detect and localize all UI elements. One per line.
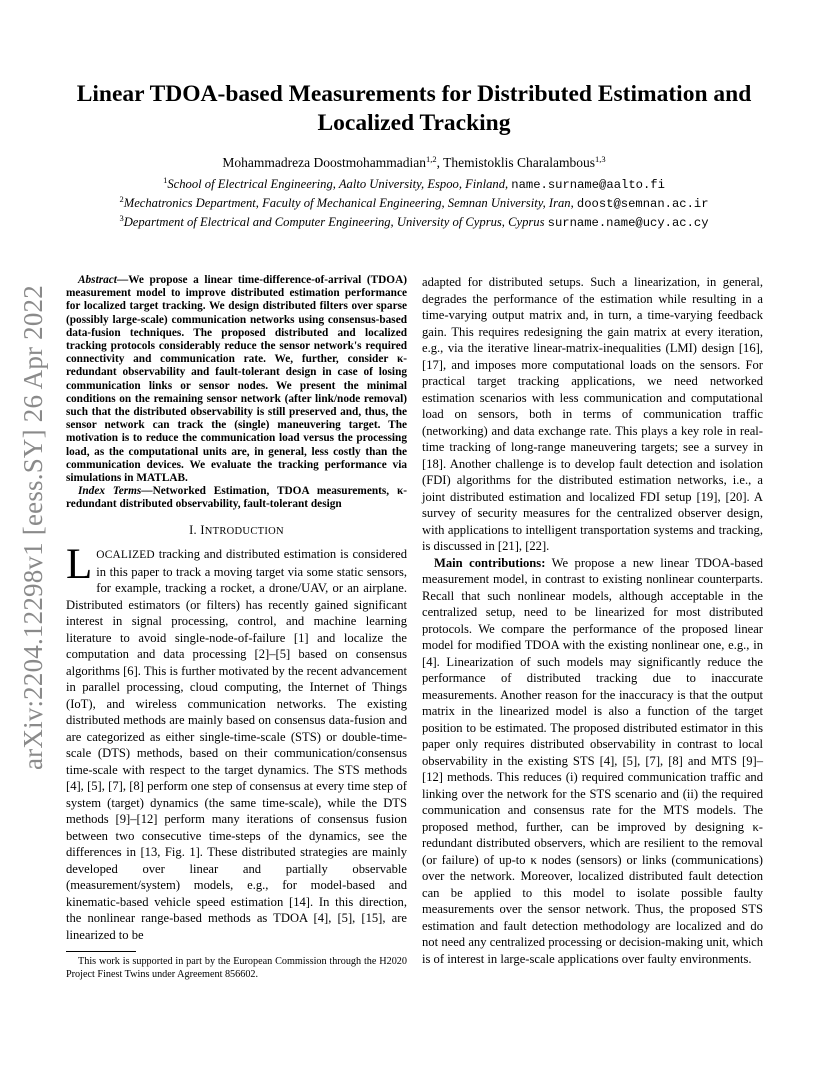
abstract-label: Abstract	[78, 274, 117, 286]
right-paragraph-1: adapted for distributed setups. Such a linearization, in general, degrades the performance of the estimation while resulting in a time-varying output matrix and, in turn, a time-varying feedback gain. This requires redesigning the gain matrix at every iteration, e.g., via the iterative linear-matrix-inequalities (LMI) design [16], [17], and imposes more computational loads on the sensors. For practical target tracking applications, we need networked estimation scenarios with less communication and computational load on sensors, both in terms of communication traffic (networking) and data exchange rate. This plays a key role in real-time tracking of long-range maneuvering targets; see a survey in [18]. Another challenge is to develop fault detection and isolation (FDI) algorithms for the distributed estimation networks, i.e., a joint distributed estimation and localized FDI setup [19], [20]. A survey of security measures for the centralized observer design, with applications to intelligent transportation systems and tracking, is discussed in [21], [22].	[422, 275, 763, 553]
index-terms-label: Index Terms	[78, 485, 142, 498]
author-separator: ,	[436, 155, 444, 170]
affiliation-2-text: Mechatronics Department, Faculty of Mechanical Engineering, Semnan University, Iran,	[123, 196, 577, 210]
footnote-rule	[66, 951, 136, 952]
affiliation-1-email[interactable]: name.surname@aalto.fi	[511, 178, 665, 192]
paper-title: Linear TDOA-based Measurements for Distributed Estimation and Localized Tracking	[76, 81, 752, 136]
section-first-letter: I	[200, 522, 205, 537]
intro-lead-caps: OCALIZED	[96, 549, 155, 562]
affiliation-2-mark: 2	[119, 194, 124, 204]
affiliation-1-text: School of Electrical Engineering, Aalto University, Espoo, Finland,	[167, 177, 512, 191]
affiliation-3-mark: 3	[119, 213, 124, 223]
left-column	[66, 274, 407, 981]
affiliation-3-email[interactable]: surname.name@ucy.ac.cy	[547, 216, 709, 230]
affiliation-1-mark: 1	[163, 175, 168, 185]
affiliation-1	[50, 175, 778, 194]
author-2-affil: 1,3	[594, 154, 606, 164]
intro-text: tracking and distributed estimation is considered in this paper to track a moving target via some static sensors, for example, tracking a rocket, a drone/UAV, or an airplane. Distributed estimators (or filters) has recently gained significant interest in signal processing, control, and machine learning literature to avoid single-node-of-failure [1] and localize the computation and data processing [2]–[5] based on consensus algorithms [6]. This is further motivated by the recent advancement in parallel processing, cloud computing, the Internet of Things (IoT), and wireless communication networks. The existing distributed methods are mainly based on consensus data-fusion and are categorized as either single-time-scale (STS) or double-time-scale (DTS) methods, based on their communication/consensus time-scale with respect to the target dynamics. The STS methods [4], [5], [7], [8] perform one step of consensus at every time step of system (target) dynamics (the same time-scale), while the DTS methods [9]–[12] perform many iterations of consensus fusion between two consecutive time-steps of the dynamics, see the differences in [13, Fig. 1]. These distributed strategies are mainly developed over linear and partially observable (measurement/system) models, e.g., for model-based and kinematic-based vehicle speed estimation [14]. In this direction, the nonlinear range-based methods as TDOA [4], [5], [15], are linearized to be	[66, 547, 407, 942]
affiliation-2-email[interactable]: doost@semnan.ac.ir	[576, 197, 709, 211]
affiliation-2	[50, 194, 778, 213]
index-terms-text: —Networked Estimation, TDOA measurements, κ-redundant distributed observability, fault-tolerant design	[66, 485, 407, 511]
right-column	[422, 274, 763, 967]
arxiv-identifier[interactable]: arXiv:2204.12298v1 [eess.SY] 26 Apr 2022	[18, 285, 48, 770]
section-heading-introduction	[66, 522, 407, 541]
author-1-affil: 1,2	[425, 154, 437, 164]
main-contributions-paragraph	[422, 555, 763, 968]
section-title-rest: NTRODUCTION	[204, 525, 284, 537]
main-contributions-text: We propose a new linear TDOA-based measurement model, in contrast to existing nonlinear counterparts. Recall that such nonlinear models, although acceptable in the centralized setup, need to be linearized for most distributed protocols. We compare the performance of the proposed linear model for modified TDOA with the existing nonlinear one, e.g., in [4]. Linearization of such models may significantly reduce the performance of distributed tracking due to inaccurate measurements. Another reason for the inaccuracy is that the output matrix in the linearized model is also a function of the target position to be estimated. The proposed distributed estimator in this paper only requires distributed observability in contrast to local observability in the existing STS [4], [5], [7], [8] and MTS [9]–[12] methods. This reduces (i) required communication traffic and linking over the network for the STS scenario and (ii) the required communication and consensus rate for the MTS models. The proposed method, further, can be improved by designing κ-redundant distributed observers, which are resilient to the removal (or failure) of up-to κ nodes (sensors) or links (communications) over the network. Moreover, localized distributed fault detection can be applied to this model to isolate possible faulty measurements over the sensor network. Thus, the proposed STS estimation and fault detection methodology are localized and do not need any centralized processing or decision-making unit, which is of interest in large-scale applications over faulty environments.	[422, 555, 764, 966]
section-number: I.	[189, 522, 201, 537]
funding-footnote: This work is supported in part by the European Commission through the H2020 Project Finest Twins under Agreement 856602.	[66, 956, 407, 980]
affiliation-3	[50, 213, 778, 232]
introduction-paragraph	[66, 541, 407, 943]
abstract-text: —We propose a linear time-difference-of-arrival (TDOA) measurement model to improve distributed estimation performance for localized target tracking. We design distributed filters over sparse (possibly large-scale) communication networks using consensus-based data-fusion techniques. The proposed distributed and localized tracking protocols considerably reduce the sensor network's required connectivity and communication rate. We, further, consider κ-redundant observability and fault-tolerant design in case of losing communication links or sensor nodes. We present the minimal conditions on the remaining sensor network (after link/node removal) such that the distributed observability is still preserved and, thus, the sensor network can track the (single) maneuvering target. The motivation is to reduce the communication load versus the processing load, as the computational units are, in general, less costly than the communication devices. We evaluate the tracking performance via simulations in MATLAB.	[66, 274, 407, 485]
author-list	[70, 155, 758, 171]
index-terms	[66, 485, 407, 511]
abstract	[66, 274, 407, 485]
affiliations	[50, 175, 778, 232]
affiliation-3-text: Department of Electrical and Computer Engineering, University of Cyprus, Cyprus	[123, 215, 548, 229]
drop-cap: L	[66, 541, 93, 589]
author-1: Mohammadreza Doostmohammadian	[222, 155, 426, 170]
main-contributions-label: Main contributions:	[434, 555, 546, 570]
author-2: Themistoklis Charalambous	[443, 155, 595, 170]
